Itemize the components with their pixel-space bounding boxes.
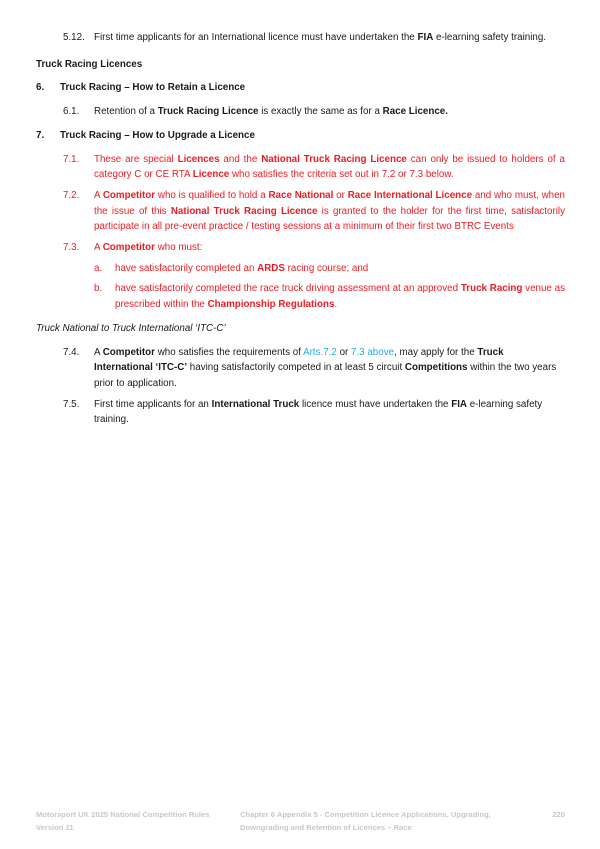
text-run: . (334, 299, 338, 311)
text-run: have satisfactorily completed the race truck driving assessment at an approved (115, 283, 461, 295)
clause-7-3 (36, 240, 565, 256)
text-run: who must: (154, 242, 203, 254)
document-content (36, 30, 565, 433)
bold-text-run: Truck Racing – How to Upgrade a Licence (60, 129, 255, 141)
paragraph-text (36, 104, 565, 120)
clause-6 (36, 80, 565, 96)
text-run: have satisfactorily completed an (115, 262, 258, 274)
bold-text-run: Competitor (102, 346, 155, 358)
cross-reference-link[interactable]: 7.3 above (351, 346, 395, 358)
page-footer (36, 808, 565, 834)
paragraph-text (36, 188, 565, 235)
bold-text-run: Licence (192, 169, 230, 181)
bold-text-run: Competitor (102, 242, 155, 254)
text-run: can only be issued to holders of a category C or CE RTA (94, 153, 565, 181)
clause-5-12 (36, 30, 565, 46)
bold-text-run: National Truck Racing Licence (261, 153, 407, 165)
bold-text-run: Competitions (404, 362, 468, 374)
text-run: is granted to the holder for the first time, satisfactorily participate in all pre-event practice / testing sessions at a minimum of their first two BTRC Events (94, 205, 565, 233)
cross-reference-link[interactable]: Arts.7.2 (303, 346, 337, 358)
bold-text-run: ARDS (257, 262, 285, 274)
text-run: who satisfies the criteria set out in 7.2 or 7.3 below. (229, 169, 454, 181)
clause-6-1 (36, 104, 565, 120)
item-number: 7.1. (63, 153, 80, 165)
bold-text-run: Race National (268, 189, 334, 201)
paragraph-text (36, 240, 565, 256)
bold-text-run: FIA (451, 398, 467, 410)
text-run: Truck National to Truck International ‘ITC-C’ (36, 322, 226, 334)
footer-chapter-line: Chapter 6 Appendix 5 - Competition Licence Applications, Upgrading, (240, 810, 491, 819)
bold-text-run: Race International Licence (347, 189, 473, 201)
paragraph-text (36, 30, 565, 46)
footer-title-line: Motorsport UK 2025 National Competition Rules (36, 810, 210, 819)
bold-text-run: Race Licence. (382, 106, 448, 118)
item-number: a. (94, 262, 103, 274)
footer-version-line: Version 11 (36, 823, 74, 832)
text-run: having satisfactorily competed in at least 5 circuit (187, 362, 405, 374)
text-run: , may apply for the (394, 346, 478, 358)
paragraph-text (36, 152, 565, 183)
item-number: b. (94, 283, 103, 295)
clause-7-1 (36, 152, 565, 183)
text-run: These are special (94, 153, 178, 165)
paragraph-text (36, 57, 565, 73)
bold-text-run: Truck International ‘ITC-C’ (94, 346, 504, 374)
paragraph-text (36, 80, 565, 96)
clause-a (36, 261, 565, 277)
item-number: 5.12. (63, 32, 85, 43)
text-run: A (94, 346, 103, 358)
clause-b (36, 281, 565, 312)
paragraph-text (36, 128, 565, 144)
bold-text-run: Truck Racing – How to Retain a Licence (60, 82, 246, 94)
text-run: within the two years prior to application. (94, 362, 557, 389)
item-number: 7.3. (63, 242, 80, 254)
text-run: A (94, 242, 103, 254)
text-run: e-learning safety training. (94, 398, 543, 426)
footer-chapter-title (240, 808, 525, 834)
bold-text-run: Championship Regulations (207, 299, 335, 311)
bold-text-run: Truck Racing (460, 283, 523, 295)
item-number: 6. (36, 82, 45, 94)
clause-7-5 (36, 397, 565, 428)
item-number: 7. (36, 129, 45, 141)
item-number: 6.1. (63, 106, 80, 118)
text-run: or (336, 346, 352, 358)
italic-heading (36, 321, 565, 337)
paragraph-text (36, 321, 565, 337)
text-run: First time applicants for an International licence must have undertaken the (94, 32, 418, 43)
page-number: 220 (552, 810, 565, 819)
bold-text-run: Truck Racing Licences (36, 58, 143, 70)
footer-chapter-line: Downgrading and Retention of Licences – Race (240, 823, 412, 832)
bold-text-run: International Truck (211, 398, 300, 410)
bold-text-run: National Truck Racing Licence (170, 205, 318, 217)
text-run: Retention of a (94, 106, 158, 118)
item-number: 7.4. (63, 346, 80, 358)
bold-text-run: Competitor (102, 189, 156, 201)
text-run: is exactly the same as for a (258, 106, 383, 118)
text-run: venue as prescribed within the (115, 283, 565, 311)
text-run: and who must, when the issue of this (94, 189, 566, 217)
text-run: and the (219, 153, 262, 165)
paragraph-text (36, 397, 565, 428)
text-run: racing course; and (284, 262, 369, 274)
bold-text-run: Truck Racing Licence (157, 106, 259, 118)
text-run: who is qualified to hold a (155, 189, 269, 201)
paragraph-text (36, 261, 565, 277)
text-run: First time applicants for an (94, 398, 212, 410)
bold-text-run: Licences (177, 153, 220, 165)
clause-7-2 (36, 188, 565, 235)
clause-7 (36, 128, 565, 144)
text-run: A (94, 189, 103, 201)
footer-document-title (36, 808, 240, 834)
text-run: or (333, 189, 348, 201)
text-run: e-learning safety training. (433, 32, 546, 43)
clause-7-4 (36, 345, 565, 392)
text-run: licence must have undertaken the (299, 398, 452, 410)
paragraph-text (36, 281, 565, 312)
paragraph-text (36, 345, 565, 392)
bold-text-run: FIA (417, 32, 434, 43)
item-number: 7.5. (63, 398, 80, 410)
heading (36, 57, 565, 73)
text-run: who satisfies the requirements of (154, 346, 304, 358)
item-number: 7.2. (63, 189, 80, 201)
